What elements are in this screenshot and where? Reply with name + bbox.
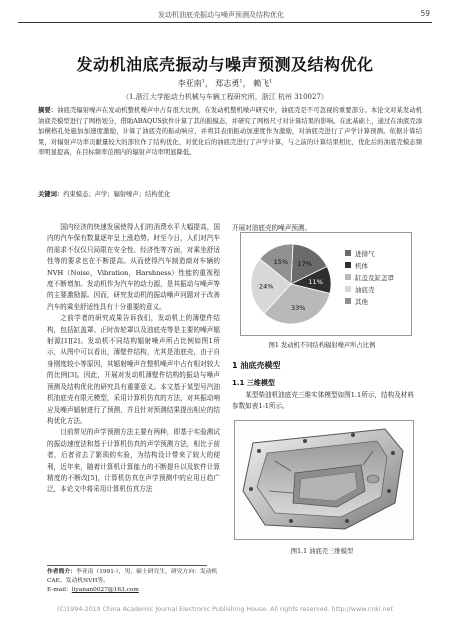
- author-name: 郑志勇: [215, 79, 240, 88]
- section1-heading: 1 油底壳模型: [232, 361, 281, 370]
- figure2-oil-pan-model: [234, 420, 414, 540]
- author-superscript: 1: [201, 78, 205, 85]
- abstract-text: 油底壳辐射噪声在发动机整机噪声中占有很大比例，在发动机整机噪声研究中，油底壳是不可忽视的重要部分。本论文对某发动机油底壳模型进行了网格划分，借助ABAQUS软件计算了其的振模态，并研究了网格尺寸对计算结果的影响。在此基础上，通过在油底壳添加横格孔处施加加速度激励，计算了油底壳的振动响应，并将其表面振动加速度作为激励，对油底壳进行了声学计算预测。依据计算结果，对辐射声功率贡献量较大的部位作了结构优化，对优化后的油底壳进行了声学计算，与之前的计算结果相比，优化后的油底壳模态频率明显提高，在目标频率范围内的辐射声功率明显降低。: [38, 107, 423, 156]
- pie-value-label: 15%: [273, 257, 289, 266]
- keywords-text: 约束模态；声学；辐射噪声；结构优化: [63, 191, 171, 198]
- footnote-text: 李亚南（1991-），男，硕士研究生，研究方向：发动机CAE、发动机NVH等。: [47, 569, 218, 584]
- author-list: 李亚南$^1$， 郑志勇$^1$， 赖飞$^1$: [177, 78, 273, 88]
- body-paragraph: 目前常见的声学预测方法主要有两种，即基于实验测试的振动速度法和基于计算机仿真的声学预测方法，相比于前者，后者省去了繁琐的实验，为结构设计带来了较大的便利，近年来，随着计算机计算能力的不断提升以及软件计算精度的不断改[5]，计算机仿真在声学预测中的应用日趋广泛，本论文中将采用计算机仿真方法: [47, 428, 220, 494]
- footnote-divider: [47, 565, 207, 566]
- copyright-watermark: (C)1994-2019 China Academic Journal Electronic Publishing House. All rights reserved. http://www.cnki.net: [56, 606, 393, 613]
- section11-heading: 1.1 三维模型: [232, 379, 275, 387]
- legend-label: 机体: [355, 262, 368, 270]
- figure2-caption: 图1.1 油底壳三维模型: [290, 548, 354, 555]
- article-title: 发动机油底壳振动与噪声预测及结构优化: [76, 55, 374, 74]
- figure1-caption: 图1 发动机不同结构辐射噪声所占比例: [268, 342, 376, 349]
- legend-label: 缸盖及缸盖罩: [355, 274, 394, 282]
- running-title: 发动机油底壳振动与噪声预测及结构优化: [158, 11, 284, 19]
- author-footnote: [47, 568, 227, 595]
- oil-pan-3d-model-image: [235, 421, 413, 539]
- author-affiliation: （1.浙江大学能动力机械与车辆工程研究所，浙江 杭州 310027）: [122, 93, 328, 101]
- legend-swatch: [345, 286, 351, 292]
- author-name: 李亚南: [177, 79, 202, 88]
- author-superscript: 1: [269, 78, 273, 85]
- legend-label: 进排气: [355, 250, 375, 258]
- legend-swatch: [345, 250, 351, 256]
- figure1-pie-chart: [240, 232, 412, 336]
- legend-label: 其他: [355, 298, 368, 306]
- pie-chart-svg: [241, 233, 411, 335]
- abstract: [38, 106, 422, 159]
- keywords: [38, 189, 422, 198]
- body-paragraph: 国内经济的快速发展使得人们的消费水平大幅提高，国内的汽车保有数量逐年呈上涨趋势。时至今日，人们对汽车的需求不仅仅只局限在安全性、经济性等方面，对乘坐舒适性等的要求也在不断提高。从而使得汽车制造商对车辆的NVH（Noise，Vibration，Harshness）性能的重视程度不断增加。发动机作为汽车的动力源，是其振动与噪声等的主要激励源。因而，研究发动机的振动噪声问题对于改善汽车的乘坐舒适性具有十分重要的意义。: [47, 223, 220, 311]
- section11-body: 某型柴油机油底壳三维实体模型如图1.1所示，结构及材料参数如表1-1所示。: [232, 391, 414, 410]
- left-column-body: [47, 222, 220, 496]
- right-column-intro: 开展对油底壳的噪声预测。: [232, 224, 312, 232]
- email-label: E-mail：: [47, 587, 72, 593]
- pie-value-label: 33%: [290, 304, 306, 313]
- footnote-label: 作者简介：: [47, 569, 76, 575]
- running-header: [18, 0, 432, 23]
- pie-value-label: 17%: [297, 259, 312, 268]
- email-link[interactable]: liyanan0027@163.com: [71, 587, 139, 593]
- abstract-label: 摘要：: [38, 107, 58, 114]
- keywords-label: 关键词：: [38, 191, 64, 198]
- pie-value-label: 24%: [259, 282, 274, 291]
- body-paragraph: 之前学者的研究成果告诉我们，发动机上的薄壁件结构，包括缸盖罩、正时齿轮罩以及油底壳等是主要的噪声辐射源[1][2]。发动机不同结构辐射噪声所占比例如图1所示，从图中可以看出，薄壁件结构，尤其是油底壳，由于自身刚度较小等原因，其辐射噪声在整机噪声中占有相对较大的比例[3]。因此，开展对发动机薄壁件结构的振动与噪声预测及结构优化的研究具有重要意义。本文基于某型号汽油机油底壳有限元模型，采用计算机仿真的方法，对其振动响应及噪声辐射进行了预测，并且针对预测结果提出相应的结构优化方法。: [47, 314, 220, 425]
- legend-swatch: [345, 262, 351, 268]
- pie-value-label: 11%: [308, 277, 323, 286]
- author-name: 赖飞: [253, 79, 270, 88]
- legend-label: 油底壳: [355, 286, 375, 294]
- legend-swatch: [345, 298, 351, 304]
- page-number: 59: [420, 9, 430, 18]
- legend-swatch: [345, 274, 351, 280]
- author-superscript: 1: [239, 78, 243, 85]
